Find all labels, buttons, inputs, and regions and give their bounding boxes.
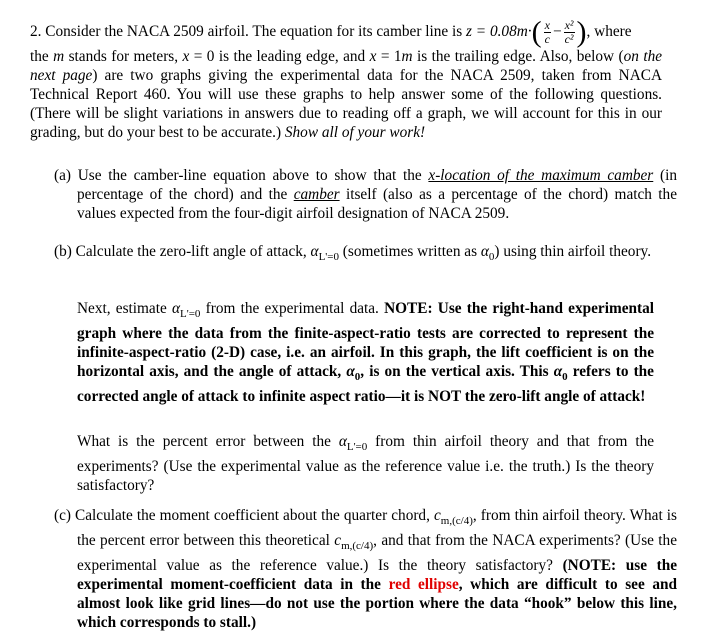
alpha-symbol: α	[171, 300, 181, 317]
part-c	[54, 506, 677, 632]
question-first-line	[30, 16, 662, 48]
part-b-label: (b)	[54, 243, 72, 260]
text-run: stands for meters,	[64, 48, 183, 66]
var-m: m	[401, 48, 413, 66]
frac2-num: x²	[564, 18, 574, 33]
underlined-term: x-location of the maximum camber	[428, 167, 654, 184]
paren-open: (	[531, 15, 542, 49]
alpha-subscript: 0	[562, 371, 568, 384]
text-run: (NOTE: use the experimental moment-coefficient data in the	[77, 557, 677, 594]
text-run: (sometimes written as	[338, 243, 481, 260]
part-a-label: (a)	[54, 167, 71, 184]
cm-subscript: m,(c/4)	[440, 515, 473, 528]
next-page-ref: on the next page	[30, 48, 663, 85]
text-run: the	[30, 48, 54, 66]
text-run: NOTE: Use the right-hand experimental graph where the data from the finite-aspect-ratio tests are corrected to represent the infinite-aspect-ratio (2-D) case, i.e. an airfoil. In this graph, the lift coefficient is on the horizontal axis, and the angle of attack,	[77, 300, 654, 381]
question-2	[30, 16, 662, 142]
part-b	[54, 242, 677, 267]
text-run: , and that from the NACA experiments? (Use the experimental value as the reference value.) Is the theory satisfactory?	[77, 532, 677, 575]
text-run: refers to the corrected angle of attack to infinite aspect ratio—it is NOT the zero-lift angle of attack!	[77, 363, 654, 406]
underlined-term: camber	[293, 186, 340, 203]
alpha-subscript: 0	[354, 371, 361, 384]
var-x: x	[182, 48, 190, 66]
eq-prefix: z = 0.08m·	[466, 23, 532, 41]
text-run: What is the percent error between the	[77, 433, 339, 450]
alpha-symbol: α	[346, 363, 355, 381]
show-work-note: Show all of your work!	[284, 124, 426, 142]
alpha-symbol: α	[310, 243, 319, 260]
text-run: , is on the vertical axis. This	[360, 363, 554, 381]
question-lead: 2. Consider the NACA 2509 airfoil. The equation for its camber line is	[30, 23, 467, 40]
alpha-symbol: α	[338, 433, 347, 450]
alpha-subscript: L'=0	[180, 308, 201, 321]
text-run: from thin airfoil theory and that from the experiments? (Use the experimental value as the reference value i.e. the truth.) Is the theory satisfactory?	[77, 433, 655, 495]
cm-symbol: c	[334, 532, 342, 550]
text-run: , which are difficult to see and almost look like grid lines—do not use the portion where the data “hook” below this line, which corresponds to stall.)	[77, 576, 677, 632]
alpha-subscript: 0	[488, 251, 495, 264]
text-run: (in percentage of the chord) and the	[77, 167, 677, 203]
alpha-subscript: L'=0	[318, 251, 339, 264]
var-x: x	[369, 48, 377, 66]
text-run: ) using thin airfoil theory.	[494, 243, 652, 260]
question-paragraph	[30, 47, 662, 142]
frac2-den: c²	[564, 32, 574, 47]
cm-subscript: m,(c/4)	[341, 540, 374, 553]
text-run: is the trailing edge. Also, below (	[412, 48, 624, 66]
frac-x2-over-c2	[564, 19, 575, 46]
text-run: Calculate the moment coefficient about the quarter chord,	[70, 507, 434, 524]
question-where: , where	[586, 23, 632, 40]
part-a	[54, 166, 677, 223]
paren-close: )	[576, 15, 587, 49]
frac1-num: x	[544, 18, 550, 33]
text-run: Use the camber-line equation above to show that the	[70, 167, 429, 184]
text-run: Next, estimate	[77, 300, 172, 317]
var-m: m	[53, 48, 65, 66]
red-ellipse-text: red ellipse	[388, 576, 459, 594]
part-c-label: (c)	[54, 507, 71, 524]
frac-x-over-c	[544, 19, 551, 46]
eq-minus: −	[552, 23, 562, 41]
text-run: from the experimental data.	[200, 300, 385, 317]
part-b-error	[77, 432, 654, 495]
alpha-symbol: α	[480, 243, 489, 260]
text-run: , from thin airfoil theory. What is the percent error between this theoretical	[77, 507, 677, 550]
text-run: ) are two graphs giving the experimental data for the NACA 2509, taken from NACA Technical Report 460. You will use these graphs to help answer some of the following questions. (There will be slight variations in answers due to reading off a graph, we will account for this in our grading, but do your best to be accurate.)	[30, 67, 662, 142]
camber-equation	[466, 16, 586, 48]
alpha-symbol: α	[553, 363, 563, 381]
frac1-den: c	[544, 32, 550, 47]
text-run: = 0 is the leading edge, and	[189, 48, 370, 66]
alpha-subscript: L'=0	[346, 441, 368, 454]
text-run: itself (also as a percentage of the chord) match the values expected from the four-digit airfoil designation of NACA 2509.	[77, 186, 677, 222]
text-run: = 1	[376, 48, 402, 66]
cm-symbol: c	[433, 507, 441, 524]
text-run: Calculate the zero-lift angle of attack,	[71, 243, 311, 260]
part-b-estimate	[77, 299, 654, 406]
